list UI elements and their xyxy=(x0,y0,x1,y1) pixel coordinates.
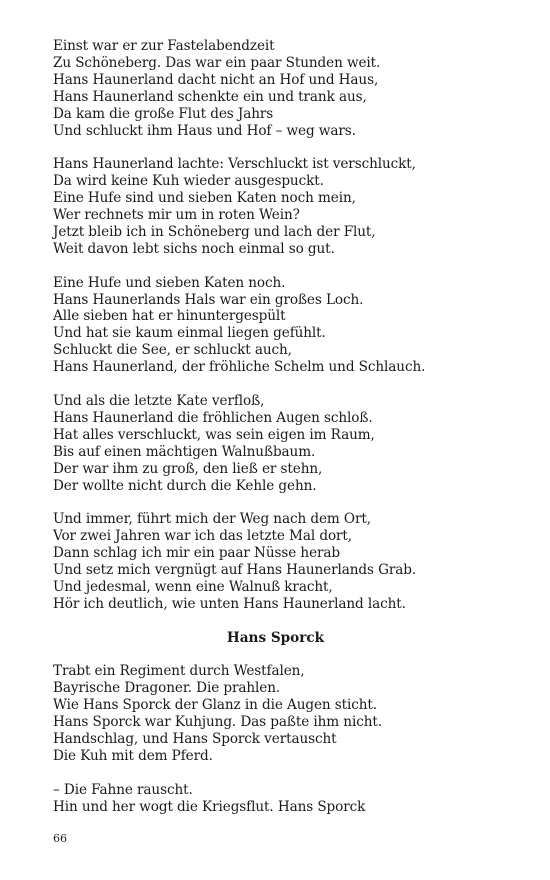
verse-line: Dann schlag ich mir ein paar Nüsse herab xyxy=(53,545,341,562)
verse-line: Jetzt bleib ich in Schöneberg und lach der Flut, xyxy=(53,223,376,240)
verse-line: Handschlag, und Hans Sporck vertauscht xyxy=(53,731,337,748)
stanza-1 xyxy=(53,663,513,764)
verse-line: Und als die letzte Kate verfloß, xyxy=(53,392,265,409)
verse-line: Bis auf einen mächtigen Walnußbaum. xyxy=(53,443,316,460)
verse-line: Wie Hans Sporck der Glanz in die Augen sticht. xyxy=(53,697,378,714)
verse-line: Und jedesmal, wenn eine Walnuß kracht, xyxy=(53,578,333,595)
poem-hans-sporck xyxy=(53,630,513,816)
verse-line: Der war ihm zu groß, den ließ er stehn, xyxy=(53,460,323,477)
verse-line: Hans Haunerland, der fröhliche Schelm und Schlauch. xyxy=(53,359,426,376)
verse-line: Einst war er zur Fastelabendzeit xyxy=(53,38,275,54)
verse-line: Eine Hufe und sieben Katen noch. xyxy=(53,274,286,291)
verse-line: Und immer, führt mich der Weg nach dem Ort, xyxy=(53,511,371,528)
poem-hans-haunerland xyxy=(53,38,513,613)
verse-line: Zu Schöneberg. Das war ein paar Stunden weit. xyxy=(53,54,381,71)
verse-line: Hör ich deutlich, wie unten Hans Haunerland lacht. xyxy=(53,595,406,612)
stanza-2 xyxy=(53,156,513,257)
verse-line: Trabt ein Regiment durch Westfalen, xyxy=(53,663,305,680)
verse-line: Hans Sporck war Kuhjung. Das paßte ihm nicht. xyxy=(53,714,382,731)
verse-line: Hans Haunerland die fröhlichen Augen schloß. xyxy=(53,409,373,426)
verse-line: Der wollte nicht durch die Kehle gehn. xyxy=(53,477,317,494)
verse-line: Die Kuh mit dem Pferd. xyxy=(53,747,213,764)
stanza-3 xyxy=(53,275,513,376)
verse-line: Eine Hufe sind und sieben Katen noch mein, xyxy=(53,190,356,207)
stanza-1 xyxy=(53,38,513,139)
verse-line: Hat alles verschluckt, was sein eigen im Raum, xyxy=(53,426,375,443)
verse-line: Da kam die große Flut des Jahrs xyxy=(53,105,274,122)
verse-line: Schluckt die See, er schluckt auch, xyxy=(53,342,292,359)
verse-line: Weit davon lebt sichs noch einmal so gut. xyxy=(53,240,335,257)
verse-line: Hin und her wogt die Kriegsflut. Hans Sporck xyxy=(53,798,366,815)
page-number: 66 xyxy=(53,832,67,845)
verse-line: Hans Haunerland schenkte ein und trank aus, xyxy=(53,88,367,105)
verse-line: – Die Fahne rauscht. xyxy=(53,781,193,798)
verse-line: Hans Haunerland dacht nicht an Hof und Haus, xyxy=(53,71,379,88)
verse-line: Alle sieben hat er hinuntergespült xyxy=(53,308,286,325)
book-page xyxy=(53,38,513,832)
stanza-4 xyxy=(53,393,513,494)
verse-line: Bayrische Dragoner. Die prahlen. xyxy=(53,680,281,697)
verse-line: Hans Haunerlands Hals war ein großes Loch. xyxy=(53,291,364,308)
poem-title: Hans Sporck xyxy=(226,629,325,646)
stanza-5 xyxy=(53,511,513,612)
verse-line: Wer rechnets mir um in roten Wein? xyxy=(53,207,300,224)
verse-line: Hans Haunerland lachte: Verschluckt ist verschluckt, xyxy=(53,156,416,173)
verse-line: Und setz mich vergnügt auf Hans Haunerlands Grab. xyxy=(53,562,417,579)
stanza-2 xyxy=(53,782,513,816)
verse-line: Und hat sie kaum einmal liegen gefühlt. xyxy=(53,325,326,342)
verse-line: Und schluckt ihm Haus und Hof – weg wars. xyxy=(53,122,356,139)
verse-line: Da wird keine Kuh wieder ausgespuckt. xyxy=(53,173,324,190)
verse-line: Vor zwei Jahren war ich das letzte Mal dort, xyxy=(53,528,353,545)
